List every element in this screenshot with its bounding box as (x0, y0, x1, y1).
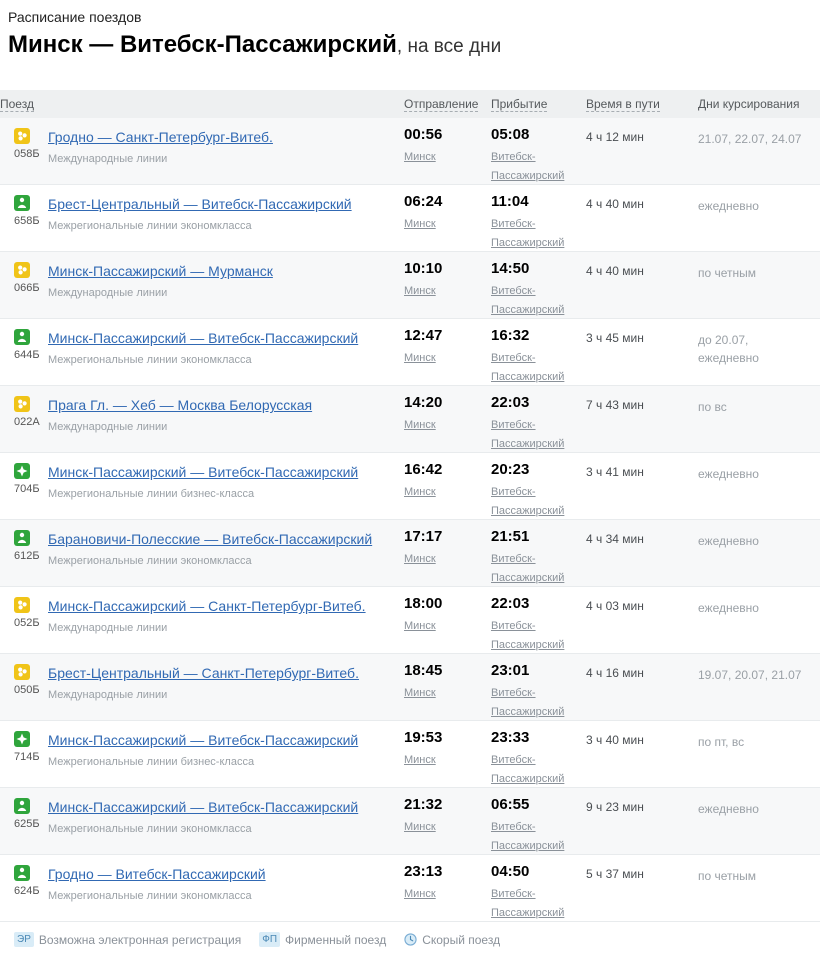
table-row (0, 787, 820, 854)
train-number: 704Б (14, 483, 40, 496)
page-header (0, 0, 820, 60)
trip-duration: 4 ч 03 мин (586, 599, 644, 614)
economy-train-icon (14, 530, 30, 546)
train-route-link[interactable]: Брест-Центральный — Витебск-Пассажирский (48, 196, 352, 213)
departure-time: 16:42 (404, 461, 443, 479)
train-cell (0, 453, 404, 508)
train-main (44, 731, 358, 768)
arrival-cell (491, 788, 586, 854)
sort-by-arrival-link[interactable]: Прибытие (491, 97, 548, 112)
international-train-icon (14, 597, 30, 613)
train-cell (0, 319, 404, 374)
departure-time: 18:00 (404, 595, 443, 613)
train-number: 050Б (14, 684, 40, 697)
train-icon-wrap (14, 262, 44, 299)
running-days: ежедневно (698, 601, 759, 616)
running-days: по четным (698, 266, 757, 281)
trip-duration: 4 ч 16 мин (586, 666, 644, 681)
arrival-time: 06:55 (491, 796, 530, 814)
arrival-time: 14:50 (491, 260, 530, 278)
train-number: 624Б (14, 885, 40, 898)
departure-cell (404, 185, 491, 233)
train-icon-wrap (14, 597, 44, 634)
table-row (0, 251, 820, 318)
train-number: 066Б (14, 282, 40, 295)
international-train-icon (14, 664, 30, 680)
train-category-label: Международные линии (48, 622, 168, 635)
train-icon-wrap (14, 731, 44, 768)
page-title-suffix: , на все дни (396, 36, 502, 58)
train-route-link[interactable]: Минск-Пассажирский — Витебск-Пассажирский (48, 330, 359, 347)
column-header-duration (586, 97, 698, 111)
train-icon-wrap (14, 329, 44, 366)
train-cell (0, 520, 404, 575)
eregistration-label: Возможна электронная регистрация (38, 932, 242, 947)
departure-station-link[interactable]: Минск (404, 285, 436, 298)
train-main (44, 597, 366, 634)
trip-duration: 9 ч 23 мин (586, 800, 644, 815)
train-icon-wrap (14, 463, 44, 500)
running-days: ежедневно (698, 534, 759, 549)
running-days: по пт, вс (698, 735, 745, 750)
arrival-station-link[interactable]: Витебск-Пассажирский (491, 888, 565, 919)
legend-item-fast-train (404, 933, 500, 947)
train-route-link[interactable]: Минск-Пассажирский — Витебск-Пассажирский (48, 732, 359, 749)
arrival-cell (491, 855, 586, 921)
legend (0, 922, 820, 957)
train-number: 052Б (14, 617, 40, 630)
trip-duration: 4 ч 12 мин (586, 130, 644, 145)
train-route-link[interactable]: Прага Гл. — Хеб — Москва Белорусская (48, 397, 313, 414)
economy-train-icon (14, 195, 30, 211)
table-row (0, 318, 820, 385)
departure-time: 18:45 (404, 662, 443, 680)
arrival-time: 22:03 (491, 595, 530, 613)
train-cell (0, 252, 404, 307)
departure-cell (404, 654, 491, 702)
train-category-label: Межрегиональные линии бизнес-класса (48, 756, 255, 769)
departure-station-link[interactable]: Минск (404, 620, 436, 633)
train-table-body (0, 118, 820, 922)
arrival-station-link[interactable]: Витебск-Пассажирский (491, 754, 565, 785)
arrival-time: 23:33 (491, 729, 530, 747)
train-main (44, 195, 352, 232)
train-icon-wrap (14, 530, 44, 567)
train-route-link[interactable]: Минск-Пассажирский — Витебск-Пассажирский (48, 799, 359, 816)
departure-station-link[interactable]: Минск (404, 218, 436, 231)
column-header-departure (404, 97, 491, 111)
breadcrumb[interactable]: Расписание поездов (8, 9, 142, 25)
arrival-time: 11:04 (491, 193, 529, 211)
international-train-icon (14, 262, 30, 278)
arrival-station-link[interactable]: Витебск-Пассажирский (491, 218, 565, 249)
train-main (44, 463, 358, 500)
train-icon-wrap (14, 865, 44, 902)
departure-cell (404, 252, 491, 300)
departure-cell (404, 319, 491, 367)
departure-station-link[interactable]: Минск (404, 486, 436, 499)
arrival-station-link[interactable]: Витебск-Пассажирский (491, 151, 565, 182)
train-main (44, 865, 266, 902)
departure-station-link[interactable]: Минск (404, 821, 436, 834)
departure-cell (404, 788, 491, 836)
clock-icon (404, 933, 417, 946)
trip-duration: 4 ч 40 мин (586, 197, 644, 212)
table-row (0, 184, 820, 251)
arrival-cell (491, 453, 586, 519)
arrival-cell (491, 185, 586, 251)
trip-duration: 4 ч 34 мин (586, 532, 644, 547)
train-route-link[interactable]: Гродно — Витебск-Пассажирский (48, 866, 266, 883)
arrival-time: 23:01 (491, 662, 530, 680)
train-main (44, 396, 312, 433)
sort-by-train-link[interactable]: Поезд (0, 97, 34, 112)
arrival-cell (491, 520, 586, 586)
train-main (44, 128, 273, 165)
train-category-label: Межрегиональные линии экономкласса (48, 823, 252, 836)
departure-station-link[interactable]: Минск (404, 419, 436, 432)
sort-by-departure-link[interactable]: Отправление (404, 97, 479, 112)
train-number: 022А (14, 416, 40, 429)
trip-duration: 3 ч 40 мин (586, 733, 644, 748)
economy-train-icon (14, 865, 30, 881)
train-number: 644Б (14, 349, 40, 362)
train-category-label: Международные линии (48, 689, 168, 702)
column-header-train (0, 97, 404, 111)
trip-duration: 3 ч 41 мин (586, 465, 644, 480)
departure-cell (404, 587, 491, 635)
train-number: 658Б (14, 215, 40, 228)
running-days: ежедневно (698, 467, 759, 482)
arrival-cell (491, 118, 586, 184)
departure-cell (404, 386, 491, 434)
arrival-station-link[interactable]: Витебск-Пассажирский (491, 486, 565, 517)
arrival-station-link[interactable]: Витебск-Пассажирский (491, 553, 565, 584)
page-title-route: Минск — Витебск-Пассажирский (8, 31, 397, 59)
train-category-label: Международные линии (48, 421, 168, 434)
train-number: 612Б (14, 550, 40, 563)
table-row (0, 653, 820, 720)
departure-cell (404, 520, 491, 568)
train-category-label: Межрегиональные линии экономкласса (48, 354, 252, 367)
table-row (0, 118, 820, 184)
departure-cell (404, 855, 491, 903)
train-icon-wrap (14, 195, 44, 232)
arrival-cell (491, 587, 586, 653)
legend-item-eregistration (14, 932, 241, 947)
table-row (0, 720, 820, 787)
table-row (0, 452, 820, 519)
column-header-days (698, 97, 808, 111)
running-days: ежедневно (698, 802, 759, 817)
departure-time: 10:10 (404, 260, 443, 278)
sort-by-duration-link[interactable]: Время в пути (586, 97, 660, 112)
train-category-label: Межрегиональные линии экономкласса (48, 890, 252, 903)
train-route-link[interactable]: Минск-Пассажирский — Мурманск (48, 263, 273, 280)
train-cell (0, 386, 404, 441)
trip-duration: 4 ч 40 мин (586, 264, 644, 279)
arrival-station-link[interactable]: Витебск-Пассажирский (491, 821, 565, 852)
departure-time: 23:13 (404, 863, 443, 881)
departure-station-link[interactable]: Минск (404, 754, 436, 767)
departure-time: 21:32 (404, 796, 443, 814)
train-icon-wrap (14, 664, 44, 701)
departure-time: 06:24 (404, 193, 443, 211)
train-main (44, 664, 359, 701)
departure-cell (404, 118, 491, 166)
train-icon-wrap (14, 128, 44, 165)
eregistration-badge-icon: ЭР (14, 932, 34, 947)
departure-cell (404, 453, 491, 501)
train-number: 714Б (14, 751, 40, 764)
train-category-label: Международные линии (48, 287, 168, 300)
train-cell (0, 118, 404, 173)
arrival-cell (491, 654, 586, 720)
international-train-icon (14, 396, 30, 412)
departure-station-link[interactable]: Минск (404, 888, 436, 901)
arrival-time: 16:32 (491, 327, 530, 345)
running-days: ежедневно (698, 199, 759, 214)
train-number: 058Б (14, 148, 40, 161)
train-main (44, 798, 358, 835)
business-train-icon (14, 463, 30, 479)
column-header-days-label: Дни курсирования (698, 97, 800, 112)
departure-cell (404, 721, 491, 769)
train-cell (0, 587, 404, 642)
train-route-link[interactable]: Минск-Пассажирский — Санкт-Петербург-Витеб. (48, 598, 366, 615)
branded-train-badge-icon: ФП (259, 932, 280, 947)
column-header-arrival (491, 97, 586, 111)
train-number: 625Б (14, 818, 40, 831)
train-cell (0, 788, 404, 843)
train-category-label: Межрегиональные линии экономкласса (48, 220, 252, 233)
international-train-icon (14, 128, 30, 144)
economy-train-icon (14, 329, 30, 345)
arrival-station-link[interactable]: Витебск-Пассажирский (491, 687, 565, 718)
train-route-link[interactable]: Барановичи-Полесские — Витебск-Пассажирский (48, 531, 373, 548)
train-main (44, 262, 273, 299)
train-icon-wrap (14, 798, 44, 835)
trip-duration: 7 ч 43 мин (586, 398, 644, 413)
train-main (44, 530, 372, 567)
train-category-label: Международные линии (48, 153, 168, 166)
train-route-link[interactable]: Гродно — Санкт-Петербург-Витеб. (48, 129, 273, 146)
train-cell (0, 185, 404, 240)
departure-station-link[interactable]: Минск (404, 352, 436, 365)
train-main (44, 329, 358, 366)
running-days: до 20.07, ежедневно (698, 333, 759, 366)
arrival-station-link[interactable]: Витебск-Пассажирский (491, 285, 565, 316)
fast-train-label: Скорый поезд (422, 932, 501, 947)
train-route-link[interactable]: Брест-Центральный — Санкт-Петербург-Витеб. (48, 665, 359, 682)
train-icon-wrap (14, 396, 44, 433)
departure-station-link[interactable]: Минск (404, 687, 436, 700)
train-category-label: Межрегиональные линии бизнес-класса (48, 488, 255, 501)
arrival-station-link[interactable]: Витебск-Пассажирский (491, 352, 565, 383)
arrival-cell (491, 721, 586, 787)
arrival-time: 21:51 (491, 528, 530, 546)
train-category-label: Межрегиональные линии экономкласса (48, 555, 252, 568)
departure-time: 14:20 (404, 394, 443, 412)
arrival-time: 05:08 (491, 126, 530, 144)
departure-time: 17:17 (404, 528, 443, 546)
page-title (8, 30, 812, 60)
train-cell (0, 654, 404, 709)
table-row (0, 854, 820, 921)
arrival-time: 20:23 (491, 461, 530, 479)
table-row (0, 519, 820, 586)
economy-train-icon (14, 798, 30, 814)
running-days: по вс (698, 400, 727, 415)
branded-train-label: Фирменный поезд (285, 932, 387, 947)
departure-time: 00:56 (404, 126, 443, 144)
running-days: по четным (698, 869, 757, 884)
table-header-row (0, 90, 820, 118)
table-row (0, 385, 820, 452)
departure-time: 12:47 (404, 327, 443, 345)
arrival-cell (491, 319, 586, 385)
trip-duration: 5 ч 37 мин (586, 867, 644, 882)
arrival-cell (491, 252, 586, 318)
arrival-time: 22:03 (491, 394, 530, 412)
trip-duration: 3 ч 45 мин (586, 331, 644, 346)
legend-item-branded-train (259, 932, 386, 947)
train-cell (0, 855, 404, 910)
arrival-time: 04:50 (491, 863, 530, 881)
departure-station-link[interactable]: Минск (404, 553, 436, 566)
train-cell (0, 721, 404, 776)
running-days: 19.07, 20.07, 21.07 (698, 668, 802, 683)
business-train-icon (14, 731, 30, 747)
arrival-station-link[interactable]: Витебск-Пассажирский (491, 620, 565, 651)
train-route-link[interactable]: Минск-Пассажирский — Витебск-Пассажирский (48, 464, 359, 481)
departure-time: 19:53 (404, 729, 443, 747)
arrival-station-link[interactable]: Витебск-Пассажирский (491, 419, 565, 450)
running-days: 21.07, 22.07, 24.07 (698, 132, 802, 147)
table-row (0, 586, 820, 653)
arrival-cell (491, 386, 586, 452)
departure-station-link[interactable]: Минск (404, 151, 436, 164)
